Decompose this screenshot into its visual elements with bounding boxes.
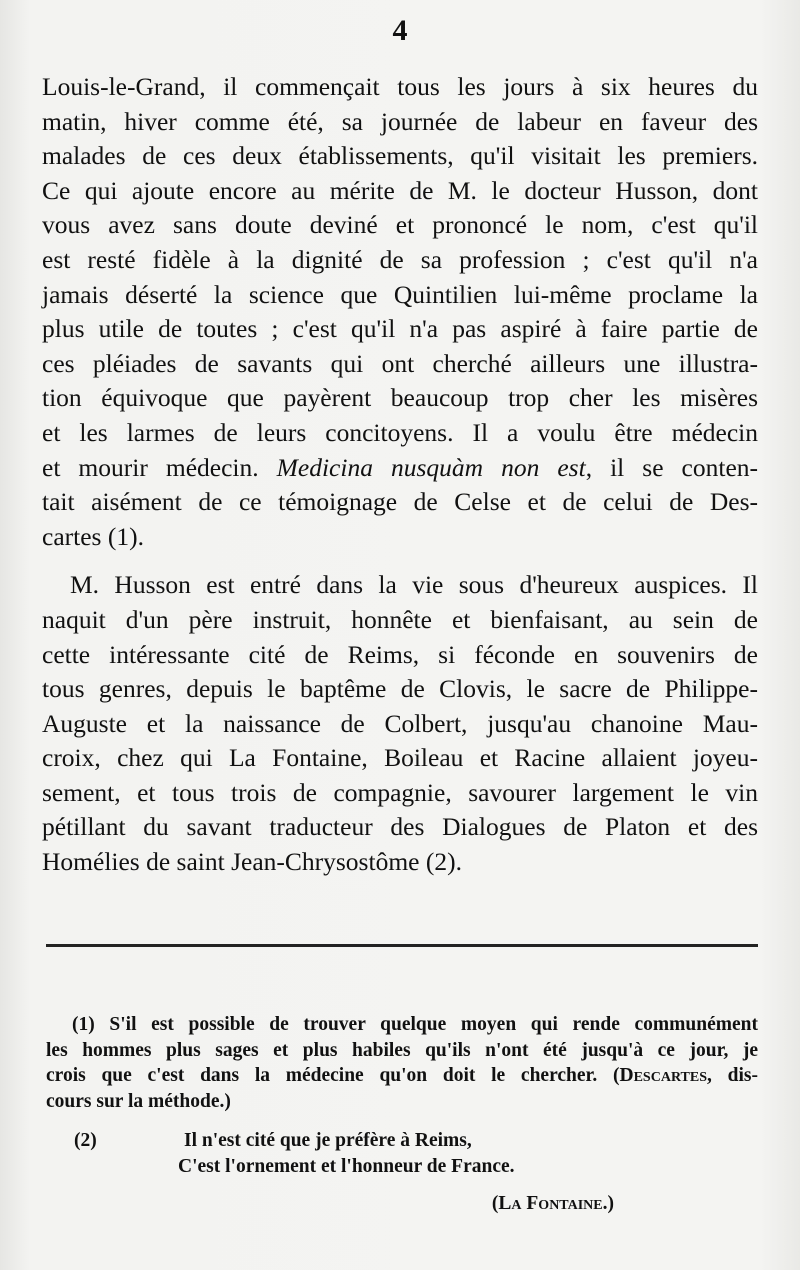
attribution bbox=[46, 1191, 758, 1217]
footnote-line: (1) S'il est possible de trouver quelque moyen qui rende communément bbox=[72, 1014, 758, 1035]
text-line: cette intéressante cité de Reims, si féconde en souvenirs de bbox=[42, 639, 758, 669]
footnote-line: cours sur la méthode.) bbox=[46, 1090, 231, 1112]
verse-line: C'est l'ornement et l'honneur de France. bbox=[178, 1155, 515, 1177]
text-line-with-quote bbox=[42, 451, 758, 486]
text-line: Louis-le-Grand, il commençait tous les jours à six heures du bbox=[42, 72, 758, 101]
footnote-1 bbox=[46, 1012, 758, 1114]
text-line: vous avez sans doute deviné et prononcé le nom, c'est qu'il bbox=[42, 210, 758, 240]
text-line: croix, chez qui La Fontaine, Boileau et Racine allaient joyeu- bbox=[42, 743, 758, 773]
text-line: pétillant du savant traducteur des Dialogues de Platon et des bbox=[42, 812, 758, 842]
text-fragment: .) bbox=[602, 1193, 614, 1214]
text-line: M. Husson est entré dans la vie sous d'heureux auspices. Il bbox=[70, 570, 758, 600]
footnotes bbox=[46, 1012, 758, 1217]
text-line: est resté fidèle à la dignité de sa profession ; c'est qu'il n'a bbox=[42, 244, 758, 274]
footnote-line bbox=[46, 1063, 758, 1089]
text-fragment: , il se conten- bbox=[585, 452, 759, 482]
text-line: cartes (1). bbox=[42, 521, 144, 551]
text-fragment: crois que c'est dans la médecine qu'on doit le chercher. ( bbox=[46, 1065, 620, 1086]
latin-quote: Medicina nusquàm non est bbox=[276, 452, 586, 482]
text-line: plus utile de toutes ; c'est qu'il n'a pas aspiré à faire partie de bbox=[42, 314, 758, 344]
author-name: La Fontaine bbox=[498, 1193, 603, 1214]
text-line: jamais déserté la science que Quintilien lui-même proclame la bbox=[42, 279, 758, 309]
footnote-number: (2) bbox=[74, 1130, 97, 1151]
footnote-divider bbox=[46, 944, 758, 947]
text-line: naquit d'un père instruit, honnête et bienfaisant, au sein de bbox=[42, 604, 758, 634]
text-line: Ce qui ajoute encore au mérite de M. le docteur Husson, dont bbox=[42, 175, 758, 205]
footnote-2 bbox=[46, 1128, 758, 1217]
text-line: ces pléiades de savants qui ont cherché ailleurs une illustra- bbox=[42, 348, 758, 378]
page-number: 4 bbox=[392, 14, 408, 47]
text-line: tous genres, depuis le baptême de Clovis, le sacre de Philippe- bbox=[42, 674, 758, 704]
footnote-line: les hommes plus sages et plus habiles qu'ils n'ont été jusqu'à ce jour, je bbox=[46, 1039, 758, 1061]
text-line: Auguste et la naissance de Colbert, jusqu'au chanoine Mau- bbox=[42, 708, 758, 738]
text-fragment: ( bbox=[491, 1193, 499, 1214]
text-fragment: et mourir médecin. bbox=[42, 452, 277, 482]
paragraph-1 bbox=[42, 70, 758, 554]
text-line: tion équivoque que payèrent beaucoup trop cher les misères bbox=[42, 383, 758, 413]
verse-line: Il n'est cité que je préfère à Reims, bbox=[184, 1130, 472, 1151]
text-line: tait aisément de ce témoignage de Celse et de celui de Des- bbox=[42, 487, 758, 517]
author-name: Descartes bbox=[619, 1065, 708, 1086]
body-text bbox=[42, 70, 758, 880]
text-line: matin, hiver comme été, sa journée de labeur en faveur des bbox=[42, 106, 758, 136]
text-line: malades de ces deux établissements, qu'il visitait les premiers. bbox=[42, 141, 758, 171]
text-line: Homélies de saint Jean-Chrysostôme (2). bbox=[42, 847, 462, 877]
text-fragment: , dis- bbox=[707, 1065, 758, 1086]
paragraph-2 bbox=[42, 568, 758, 879]
text-line: sement, et tous trois de compagnie, savourer largement le vin bbox=[42, 777, 758, 807]
text-line: et les larmes de leurs concitoyens. Il a voulu être médecin bbox=[42, 417, 758, 447]
